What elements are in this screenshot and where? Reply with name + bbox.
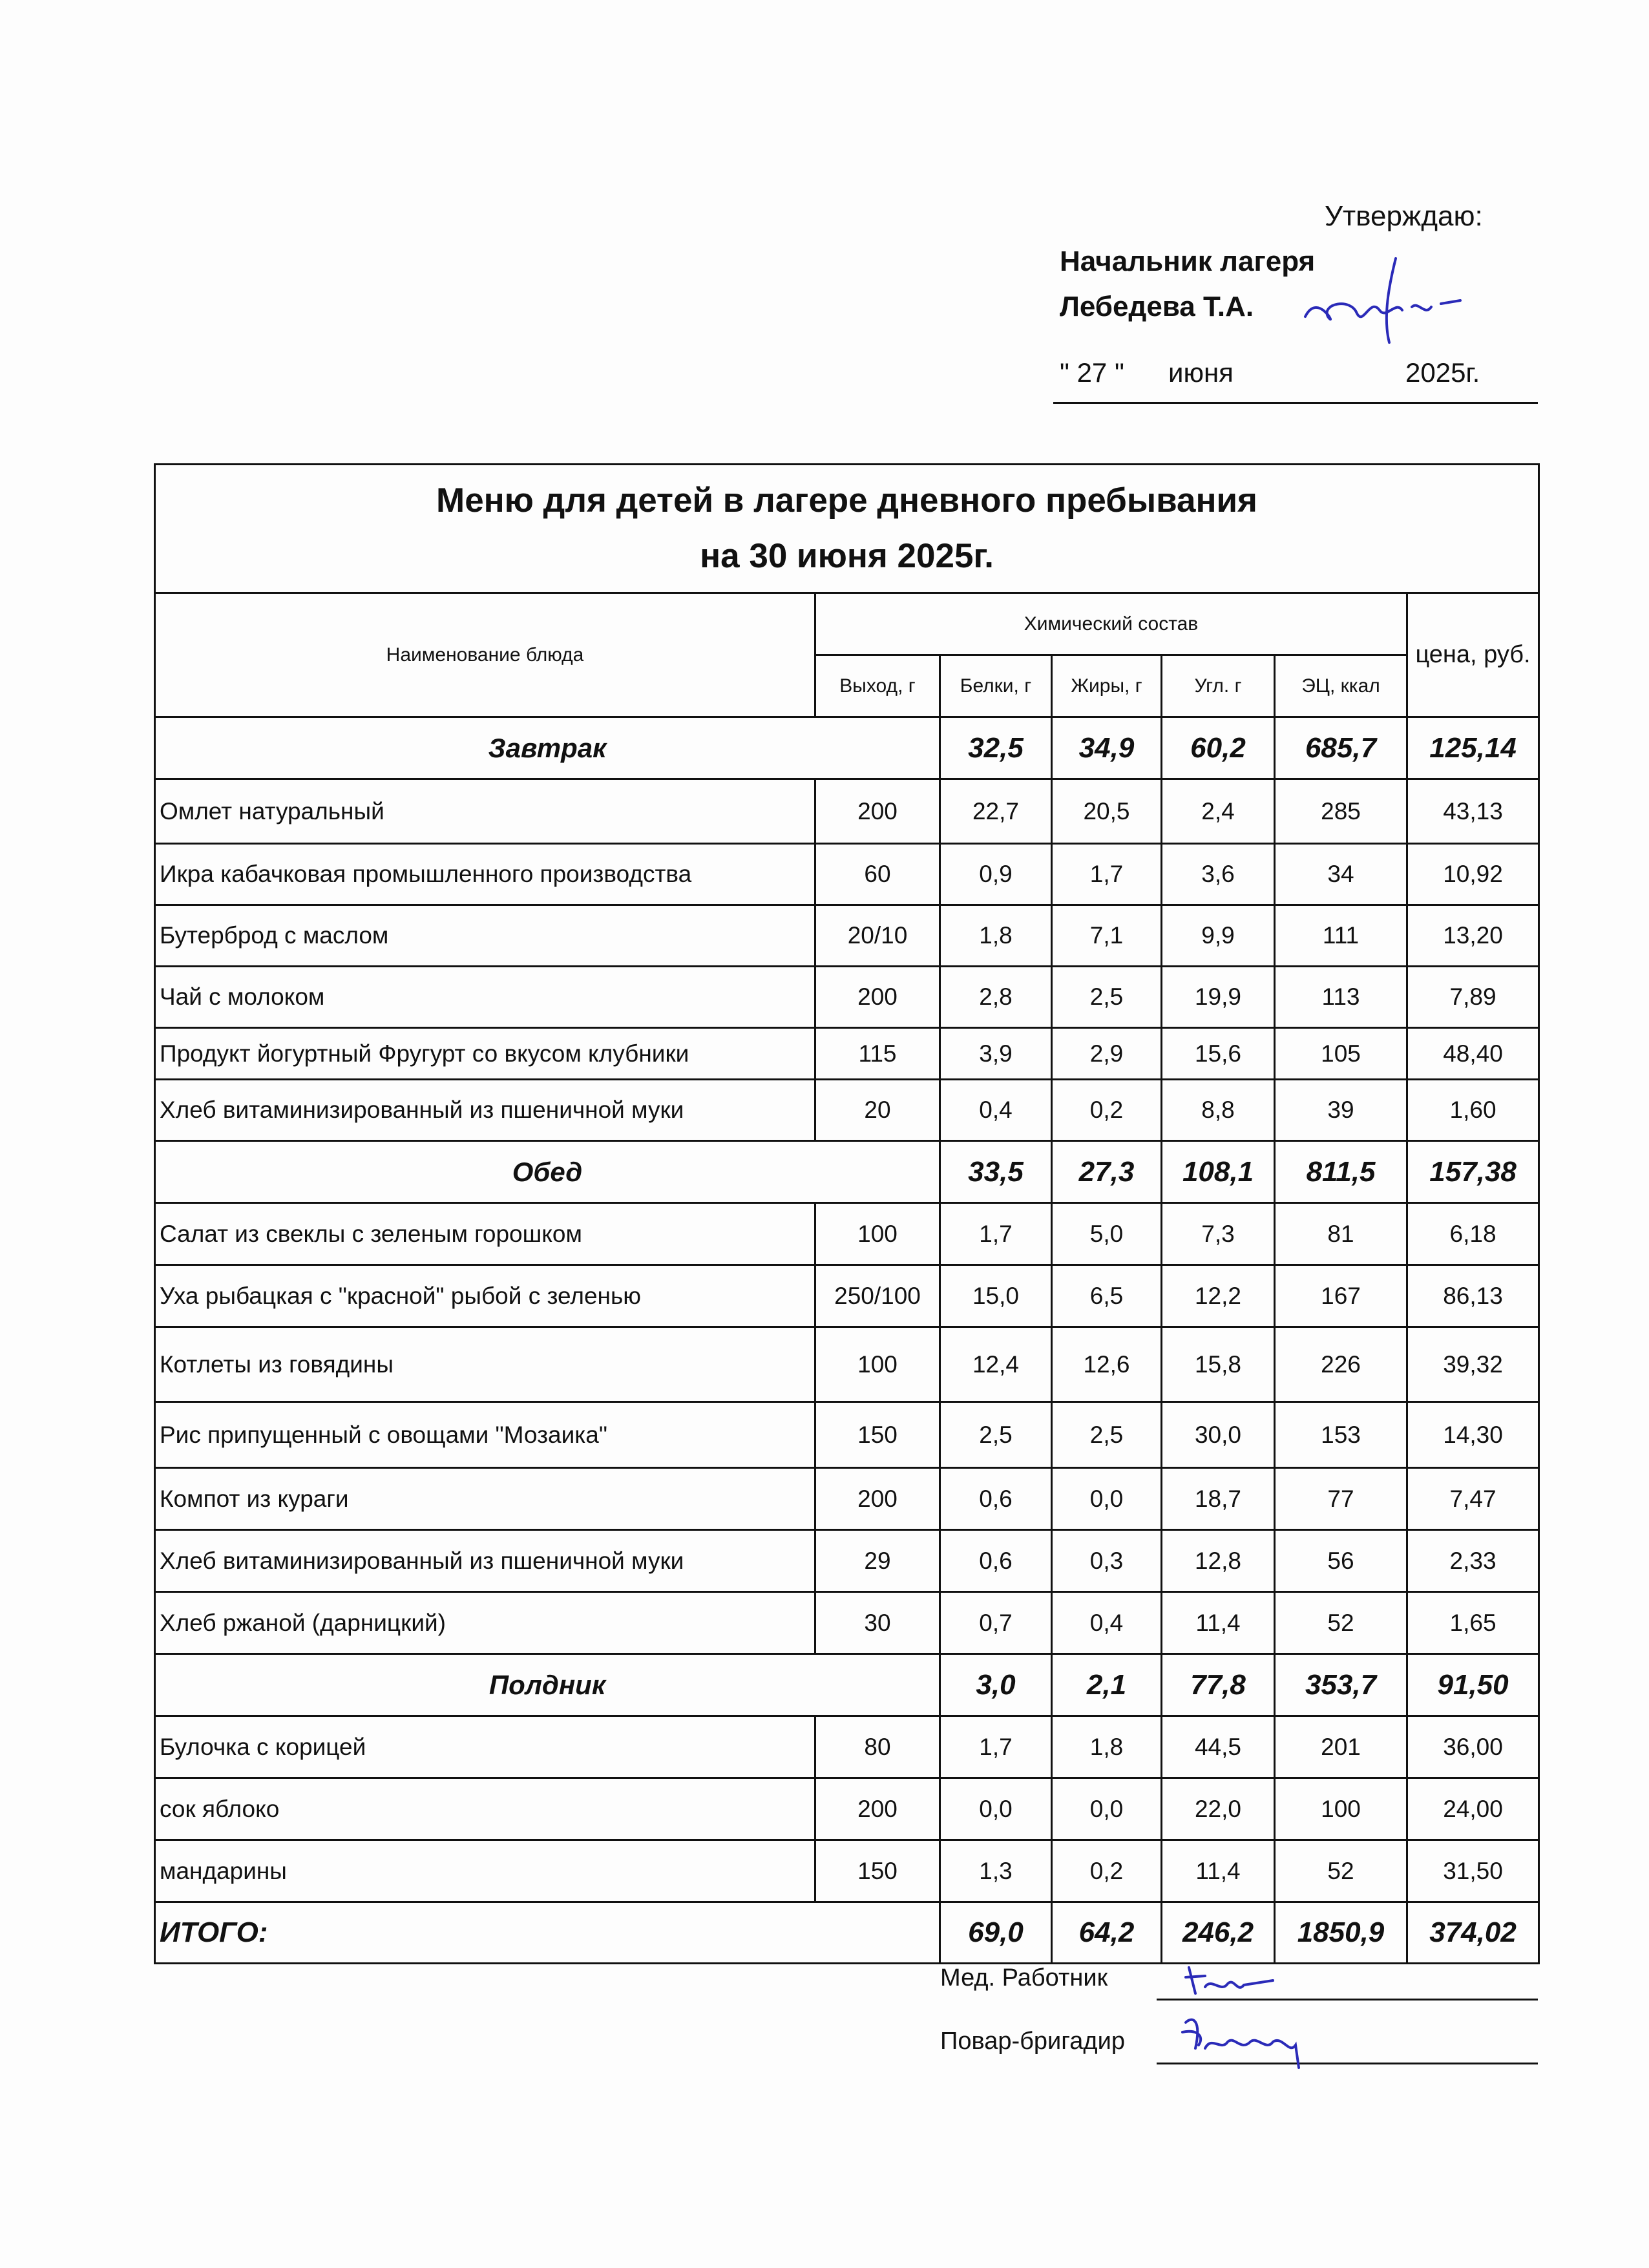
- dish-name: Булочка с корицей: [155, 1716, 815, 1778]
- dish-energy: 105: [1275, 1028, 1407, 1080]
- section-total-energy: 811,5: [1275, 1141, 1407, 1203]
- dish-fat: 0,4: [1052, 1592, 1162, 1654]
- dish-price: 39,32: [1407, 1327, 1539, 1402]
- dish-protein: 15,0: [940, 1265, 1052, 1327]
- table-row: [155, 1028, 1539, 1080]
- dish-protein: 0,7: [940, 1592, 1052, 1654]
- head-signature: [1299, 239, 1467, 349]
- col-header-protein: Белки, г: [940, 655, 1052, 717]
- dish-fat: 1,8: [1052, 1716, 1162, 1778]
- dish-name: Хлеб витаминизированный из пшеничной муки: [155, 1530, 815, 1592]
- dish-fat: 0,0: [1052, 1778, 1162, 1840]
- grand-total-fat: 64,2: [1052, 1902, 1162, 1964]
- dish-yield: 200: [815, 779, 940, 844]
- dish-fat: 0,2: [1052, 1080, 1162, 1141]
- approve-label: Утверждаю:: [1325, 200, 1483, 232]
- approval-date-year: 2025г.: [1405, 357, 1480, 388]
- dish-fat: 2,5: [1052, 1402, 1162, 1468]
- dish-yield: 200: [815, 1468, 940, 1530]
- dish-fat: 5,0: [1052, 1203, 1162, 1265]
- dish-energy: 113: [1275, 967, 1407, 1028]
- dish-energy: 100: [1275, 1778, 1407, 1840]
- dish-name: Омлет натуральный: [155, 779, 815, 844]
- dish-price: 7,47: [1407, 1468, 1539, 1530]
- dish-price: 24,00: [1407, 1778, 1539, 1840]
- head-cook-label: Повар-бригадир: [940, 2028, 1125, 2055]
- grand-total-label: ИТОГО:: [155, 1902, 940, 1964]
- col-header-yield: Выход, г: [815, 655, 940, 717]
- dish-protein: 0,6: [940, 1468, 1052, 1530]
- grand-total-carbs: 246,2: [1162, 1902, 1275, 1964]
- dish-yield: 30: [815, 1592, 940, 1654]
- dish-carbs: 2,4: [1162, 779, 1275, 844]
- menu-title: [155, 465, 1539, 593]
- dish-price: 31,50: [1407, 1840, 1539, 1902]
- table-row: [155, 844, 1539, 905]
- dish-carbs: 44,5: [1162, 1716, 1275, 1778]
- dish-protein: 0,0: [940, 1778, 1052, 1840]
- dish-protein: 2,8: [940, 967, 1052, 1028]
- dish-name: Хлеб ржаной (дарницкий): [155, 1592, 815, 1654]
- dish-fat: 2,5: [1052, 967, 1162, 1028]
- section-total-fat: 27,3: [1052, 1141, 1162, 1203]
- dish-carbs: 19,9: [1162, 967, 1275, 1028]
- table-row: [155, 1327, 1539, 1402]
- dish-yield: 29: [815, 1530, 940, 1592]
- dish-price: 43,13: [1407, 779, 1539, 844]
- col-header-carbs: Угл. г: [1162, 655, 1275, 717]
- table-row: [155, 905, 1539, 967]
- camp-head-name: Лебедева Т.А.: [1060, 291, 1254, 322]
- section-total-carbs: 77,8: [1162, 1654, 1275, 1716]
- dish-carbs: 22,0: [1162, 1778, 1275, 1840]
- dish-yield: 100: [815, 1203, 940, 1265]
- approval-date-day: " 27 ": [1060, 357, 1124, 388]
- dish-price: 6,18: [1407, 1203, 1539, 1265]
- dish-energy: 226: [1275, 1327, 1407, 1402]
- dish-fat: 6,5: [1052, 1265, 1162, 1327]
- menu-title-line1: Меню для детей в лагере дневного пребывания: [436, 481, 1257, 520]
- dish-yield: 60: [815, 844, 940, 905]
- dish-carbs: 3,6: [1162, 844, 1275, 905]
- dish-name: Салат из свеклы с зеленым горошком: [155, 1203, 815, 1265]
- dish-price: 1,60: [1407, 1080, 1539, 1141]
- section-total-price: 125,14: [1407, 717, 1539, 779]
- dish-energy: 111: [1275, 905, 1407, 967]
- menu-title-line2: на 30 июня 2025г.: [700, 537, 994, 575]
- dish-fat: 1,7: [1052, 844, 1162, 905]
- table-row: [155, 1778, 1539, 1840]
- table-row: [155, 1203, 1539, 1265]
- section-total-price: 157,38: [1407, 1141, 1539, 1203]
- table-row: [155, 967, 1539, 1028]
- col-header-price: цена, руб.: [1407, 593, 1539, 717]
- dish-yield: 150: [815, 1840, 940, 1902]
- dish-energy: 167: [1275, 1265, 1407, 1327]
- med-worker-label: Мед. Работник: [940, 1964, 1108, 1991]
- dish-name: Бутерброд с маслом: [155, 905, 815, 967]
- section-total-energy: 353,7: [1275, 1654, 1407, 1716]
- dish-protein: 3,9: [940, 1028, 1052, 1080]
- section-row: [155, 1654, 1539, 1716]
- dish-carbs: 7,3: [1162, 1203, 1275, 1265]
- dish-name: Чай с молоком: [155, 967, 815, 1028]
- dish-protein: 2,5: [940, 1402, 1052, 1468]
- dish-protein: 0,6: [940, 1530, 1052, 1592]
- section-total-carbs: 60,2: [1162, 717, 1275, 779]
- dish-carbs: 15,6: [1162, 1028, 1275, 1080]
- grand-total-energy: 1850,9: [1275, 1902, 1407, 1964]
- dish-energy: 56: [1275, 1530, 1407, 1592]
- dish-yield: 150: [815, 1402, 940, 1468]
- dish-price: 10,92: [1407, 844, 1539, 905]
- dish-energy: 34: [1275, 844, 1407, 905]
- approval-date-month: июня: [1168, 357, 1234, 388]
- dish-protein: 1,8: [940, 905, 1052, 967]
- dish-protein: 1,3: [940, 1840, 1052, 1902]
- section-total-carbs: 108,1: [1162, 1141, 1275, 1203]
- section-total-price: 91,50: [1407, 1654, 1539, 1716]
- menu-table: [154, 463, 1540, 1964]
- dish-fat: 12,6: [1052, 1327, 1162, 1402]
- head-cook-signature: [1176, 2010, 1325, 2074]
- dish-yield: 250/100: [815, 1265, 940, 1327]
- dish-fat: 0,0: [1052, 1468, 1162, 1530]
- approval-date-underline: [1053, 402, 1538, 404]
- table-row: [155, 779, 1539, 844]
- dish-protein: 0,9: [940, 844, 1052, 905]
- dish-fat: 2,9: [1052, 1028, 1162, 1080]
- dish-carbs: 11,4: [1162, 1592, 1275, 1654]
- section-total-protein: 32,5: [940, 717, 1052, 779]
- dish-energy: 201: [1275, 1716, 1407, 1778]
- section-row: [155, 717, 1539, 779]
- section-total-protein: 33,5: [940, 1141, 1052, 1203]
- col-header-chem: Химический состав: [815, 593, 1407, 655]
- dish-energy: 77: [1275, 1468, 1407, 1530]
- med-worker-signature: [1176, 1958, 1305, 2003]
- dish-protein: 22,7: [940, 779, 1052, 844]
- dish-price: 2,33: [1407, 1530, 1539, 1592]
- dish-price: 1,65: [1407, 1592, 1539, 1654]
- dish-name: мандарины: [155, 1840, 815, 1902]
- grand-total-protein: 69,0: [940, 1902, 1052, 1964]
- grand-total-price: 374,02: [1407, 1902, 1539, 1964]
- dish-energy: 81: [1275, 1203, 1407, 1265]
- dish-carbs: 15,8: [1162, 1327, 1275, 1402]
- dish-carbs: 18,7: [1162, 1468, 1275, 1530]
- table-row: [155, 1265, 1539, 1327]
- dish-price: 86,13: [1407, 1265, 1539, 1327]
- dish-carbs: 12,2: [1162, 1265, 1275, 1327]
- dish-carbs: 8,8: [1162, 1080, 1275, 1141]
- section-total-fat: 2,1: [1052, 1654, 1162, 1716]
- table-row: [155, 1402, 1539, 1468]
- dish-energy: 52: [1275, 1592, 1407, 1654]
- dish-protein: 0,4: [940, 1080, 1052, 1141]
- dish-fat: 20,5: [1052, 779, 1162, 844]
- dish-price: 7,89: [1407, 967, 1539, 1028]
- dish-name: Икра кабачковая промышленного производства: [155, 844, 815, 905]
- section-total-protein: 3,0: [940, 1654, 1052, 1716]
- dish-carbs: 30,0: [1162, 1402, 1275, 1468]
- col-header-energy: ЭЦ, ккал: [1275, 655, 1407, 717]
- dish-price: 36,00: [1407, 1716, 1539, 1778]
- dish-energy: 39: [1275, 1080, 1407, 1141]
- dish-energy: 52: [1275, 1840, 1407, 1902]
- col-header-fat: Жиры, г: [1052, 655, 1162, 717]
- table-row: [155, 1080, 1539, 1141]
- dish-price: 14,30: [1407, 1402, 1539, 1468]
- dish-yield: 80: [815, 1716, 940, 1778]
- col-header-dish-name: Наименование блюда: [155, 593, 815, 717]
- section-total-energy: 685,7: [1275, 717, 1407, 779]
- dish-carbs: 11,4: [1162, 1840, 1275, 1902]
- dish-name: Продукт йогуртный Фругурт со вкусом клубники: [155, 1028, 815, 1080]
- dish-protein: 1,7: [940, 1203, 1052, 1265]
- section-row: [155, 1141, 1539, 1203]
- table-row: [155, 1468, 1539, 1530]
- dish-fat: 0,2: [1052, 1840, 1162, 1902]
- table-row: [155, 1716, 1539, 1778]
- dish-carbs: 12,8: [1162, 1530, 1275, 1592]
- dish-price: 13,20: [1407, 905, 1539, 967]
- dish-fat: 0,3: [1052, 1530, 1162, 1592]
- dish-name: Хлеб витаминизированный из пшеничной муки: [155, 1080, 815, 1141]
- dish-name: Уха рыбацкая с "красной" рыбой с зеленью: [155, 1265, 815, 1327]
- dish-name: Котлеты из говядины: [155, 1327, 815, 1402]
- dish-fat: 7,1: [1052, 905, 1162, 967]
- dish-yield: 100: [815, 1327, 940, 1402]
- grand-total-row: [155, 1902, 1539, 1964]
- dish-protein: 1,7: [940, 1716, 1052, 1778]
- dish-protein: 12,4: [940, 1327, 1052, 1402]
- dish-yield: 20: [815, 1080, 940, 1141]
- dish-yield: 200: [815, 967, 940, 1028]
- section-name: Завтрак: [155, 717, 940, 779]
- dish-yield: 20/10: [815, 905, 940, 967]
- dish-energy: 285: [1275, 779, 1407, 844]
- section-name: Обед: [155, 1141, 940, 1203]
- table-row: [155, 1592, 1539, 1654]
- table-row: [155, 1840, 1539, 1902]
- dish-name: Рис припущенный с овощами "Мозаика": [155, 1402, 815, 1468]
- table-row: [155, 1530, 1539, 1592]
- camp-head-title: Начальник лагеря: [1060, 246, 1316, 277]
- dish-yield: 200: [815, 1778, 940, 1840]
- section-name: Полдник: [155, 1654, 940, 1716]
- dish-carbs: 9,9: [1162, 905, 1275, 967]
- section-total-fat: 34,9: [1052, 717, 1162, 779]
- dish-energy: 153: [1275, 1402, 1407, 1468]
- dish-price: 48,40: [1407, 1028, 1539, 1080]
- dish-name: сок яблоко: [155, 1778, 815, 1840]
- dish-name: Компот из кураги: [155, 1468, 815, 1530]
- dish-yield: 115: [815, 1028, 940, 1080]
